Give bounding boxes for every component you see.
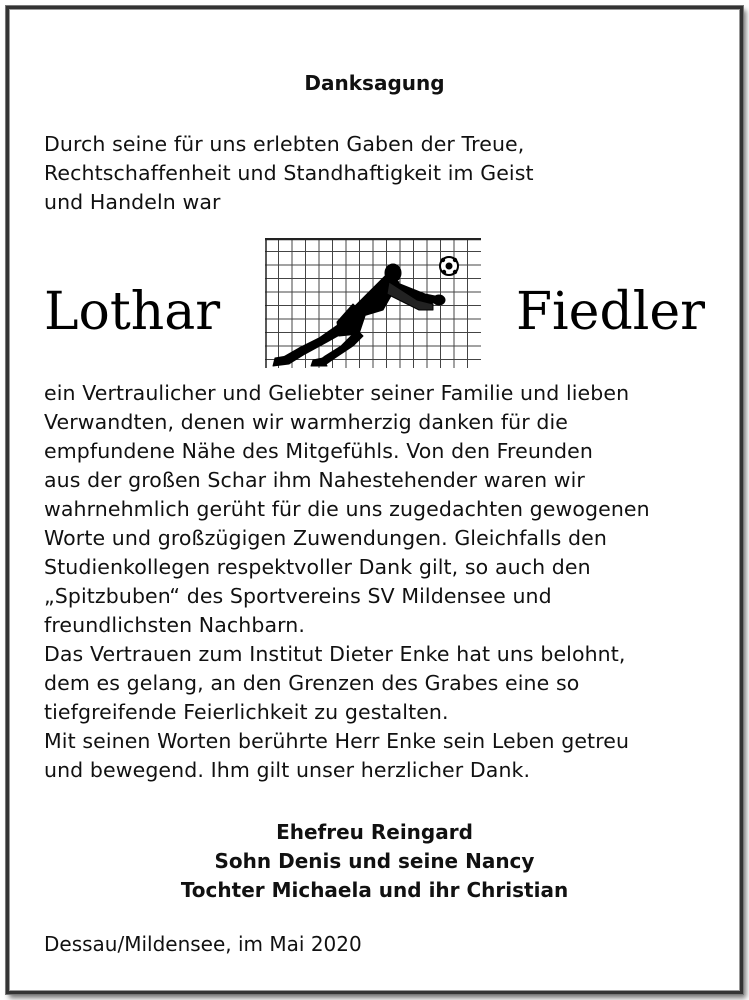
intro-paragraph: Durch seine für uns erlebten Gaben der Treue, Rechtschaffenheit und Standhaftigkeit im Geist und Handeln war [44, 132, 534, 214]
signature-line: Sohn Denis und seine Nancy [214, 849, 535, 873]
body-paragraph: ein Vertraulicher und Geliebter seiner Familie und lieben Verwandten, denen wir warmherzig danken für die empfundene Nähe des Mitgefühls. Von den Freunden aus der großen Schar ihm Nahestehender waren wir wahrnehmlich gerüht für die uns zugedachten gewogenen Worte und großzügigen Zuwendungen. Gleichfalls den Studienkollegen respektvoller Dank gilt, so auch den „Spitzbuben“ des Sportvereins SV Mildensee und freundlichsten Nachbarn. Das Vertrauen zum Institut Dieter Enke hat uns belohnt, dem es gelang, an den Grenzen des Grabes eine so tiefgreifende Feierlichkeit zu gestalten. Mit seinen Worten berührte Herr Enke sein Leben getreu und bewegend. Ihm gilt unser herzlicher Dank. [44, 381, 650, 782]
first-name: Lothar [44, 282, 221, 342]
signature-line: Ehefreu Reingard [276, 820, 473, 844]
signature-block [0, 818, 749, 905]
last-name: Fiedler [515, 282, 705, 342]
goalkeeper-diving-icon [265, 238, 481, 368]
notice-heading: Danksagung [304, 71, 445, 95]
ball-icon [440, 257, 458, 275]
signature-line: Tochter Michaela und ihr Christian [180, 878, 569, 902]
place-date: Dessau/Mildensee, im Mai 2020 [44, 932, 362, 956]
